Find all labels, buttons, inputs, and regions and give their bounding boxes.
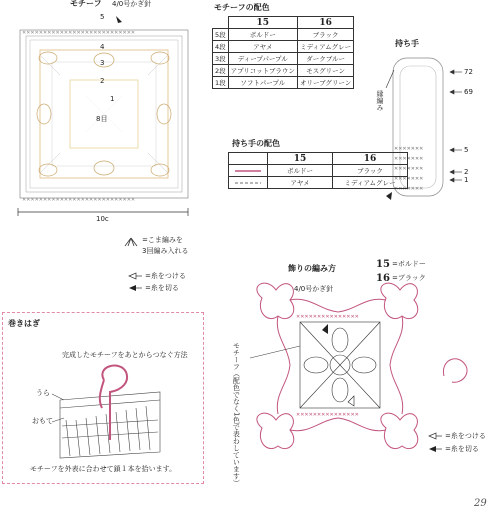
handle-label-72: 72 (464, 68, 473, 76)
page-number: 29 (474, 498, 487, 509)
whip-stitch-title: 巻きはぎ (8, 319, 40, 328)
svg-text:✕✕✕✕✕✕✕: ✕✕✕✕✕✕✕ (394, 186, 424, 192)
table-row: アヤメ ミディアムグレー (229, 177, 408, 189)
center-stitch-label: 8目 (96, 115, 108, 123)
key-16-legend: =ブラック (392, 274, 426, 282)
front-side-label: おもて (32, 417, 53, 425)
table-row: 5段 ボルドー ブラック (213, 29, 354, 41)
svg-text:✕✕✕✕✕✕✕: ✕✕✕✕✕✕✕ (394, 156, 424, 162)
svg-text:✕✕✕✕✕✕✕: ✕✕✕✕✕✕✕ (394, 166, 424, 172)
handle-colors-title: 持ち手の配色 (232, 139, 280, 148)
cut-yarn-legend: =糸を切る (145, 284, 179, 292)
handle-label-2: 2 (464, 168, 469, 176)
key-16-label: 16 (376, 273, 390, 284)
svg-text:✕✕✕✕✕✕✕: ✕✕✕✕✕✕✕ (394, 146, 424, 152)
table-row: ボルドー ブラック (229, 165, 408, 177)
decoration-hook-label: 4/0号かぎ針 (294, 285, 334, 293)
svg-text:✕✕✕✕✕✕✕: ✕✕✕✕✕✕✕ (394, 176, 424, 182)
table-row: 3段 ディープパープル ダークブルー (213, 53, 354, 65)
key-15-label: 15 (376, 259, 390, 270)
table-row: 2段 アプリコットブラウン モスグリーン (213, 65, 354, 77)
svg-text:✕✕✕✕✕✕✕✕✕✕✕✕✕✕✕✕✕✕✕✕✕✕✕✕✕✕✕: ✕✕✕✕✕✕✕✕✕✕✕✕✕✕✕✕✕✕✕✕✕✕✕✕✕✕✕ (22, 197, 136, 203)
handle-title: 持ち手 (395, 39, 419, 48)
motif-width-label: 10c (96, 215, 109, 223)
motif-colors-header-16: 16 (297, 17, 353, 29)
whip-stitch-instruction: 完成したモチーフをあとからつなぐ方法 (62, 351, 188, 359)
svg-text:✕✕✕✕✕✕✕✕✕✕✕✕✕✕✕: ✕✕✕✕✕✕✕✕✕✕✕✕✕✕✕ (296, 412, 359, 418)
pop-stitch-legend-1: =こま編みを (142, 236, 183, 244)
table-row: 1段 ソフトパープル オリーブグリーン (213, 77, 354, 89)
back-side-label: うら (36, 389, 50, 397)
motif-colors-title: モチーフの配色 (214, 3, 270, 12)
round-2-label: 2 (100, 77, 105, 85)
decoration-cut-legend: =糸を切る (445, 445, 479, 453)
handle-label-69: 69 (464, 88, 473, 96)
whip-stitch-bottom-note: モチーフを外表に合わせて鎖１本を拾います。 (30, 465, 177, 473)
round-1-label: 1 (110, 95, 115, 103)
key-15-legend: =ボルドー (392, 260, 426, 268)
round-5-label: 5 (100, 13, 105, 21)
handle-label-1: 1 (464, 176, 469, 184)
round-3-label: 3 (100, 59, 105, 67)
handle-edge-label: 縁編み (376, 90, 384, 111)
decoration-title: 飾りの編み方 (288, 264, 336, 273)
svg-text:✕✕✕✕✕✕✕✕✕✕✕✕✕✕✕✕✕✕✕✕✕✕✕✕✕✕✕: ✕✕✕✕✕✕✕✕✕✕✕✕✕✕✕✕✕✕✕✕✕✕✕✕✕✕✕ (22, 30, 136, 36)
svg-text:✕✕✕✕✕✕✕✕✕✕✕✕✕✕✕: ✕✕✕✕✕✕✕✕✕✕✕✕✕✕✕ (296, 314, 359, 320)
handle-colors-header-16: 16 (333, 153, 408, 165)
attach-yarn-legend: =糸をつける (145, 272, 186, 280)
table-row: 4段 アヤメ ミディアムグレー (213, 41, 354, 53)
motif-hook-label: 4/0号かぎ針 (112, 0, 152, 8)
motif-colors-header-15: 15 (228, 17, 297, 29)
pop-stitch-legend-2: 3回編み入れる (142, 247, 189, 255)
handle-colors-header-15: 15 (268, 153, 333, 165)
decoration-vertical-note: モチーフ（配色でなく1色で表わしています） (232, 342, 241, 487)
decoration-attach-legend: =糸をつける (445, 432, 486, 440)
round-4-label: 4 (100, 43, 105, 51)
motif-title: モチーフ (70, 0, 102, 8)
handle-label-5: 5 (464, 146, 469, 154)
